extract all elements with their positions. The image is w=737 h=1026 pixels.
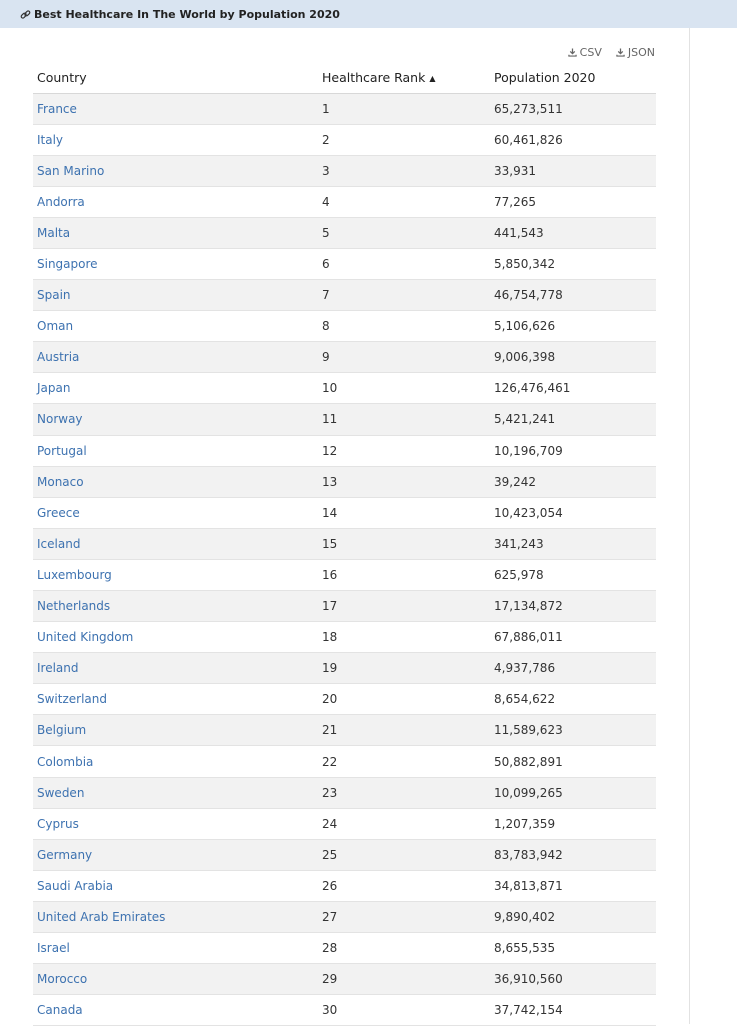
population-cell: 441,543 <box>490 217 656 248</box>
population-cell: 1,207,359 <box>490 808 656 839</box>
country-cell <box>33 591 318 622</box>
healthcare-table <box>33 62 656 1026</box>
population-cell: 126,476,461 <box>490 373 656 404</box>
country-cell <box>33 622 318 653</box>
table-row <box>33 715 656 746</box>
country-cell <box>33 715 318 746</box>
healthcare-rank-cell: 19 <box>318 653 490 684</box>
country-cell <box>33 217 318 248</box>
population-cell: 36,910,560 <box>490 964 656 995</box>
table-row <box>33 933 656 964</box>
country-cell <box>33 808 318 839</box>
healthcare-rank-cell: 15 <box>318 528 490 559</box>
country-cell <box>33 777 318 808</box>
table-row <box>33 901 656 932</box>
healthcare-rank-cell: 1 <box>318 93 490 124</box>
healthcare-rank-cell: 13 <box>318 466 490 497</box>
country-cell <box>33 280 318 311</box>
population-cell: 46,754,778 <box>490 280 656 311</box>
healthcare-rank-cell: 18 <box>318 622 490 653</box>
healthcare-rank-cell: 20 <box>318 684 490 715</box>
country-link[interactable]: France <box>37 101 77 116</box>
country-cell <box>33 155 318 186</box>
population-cell: 4,937,786 <box>490 653 656 684</box>
country-cell <box>33 124 318 155</box>
country-link[interactable]: Luxembourg <box>37 567 112 582</box>
table-row <box>33 684 656 715</box>
country-link[interactable]: Japan <box>37 381 71 396</box>
export-json-label: JSON <box>627 46 655 59</box>
country-cell <box>33 342 318 373</box>
country-link[interactable]: Spain <box>37 288 71 303</box>
country-link[interactable]: Italy <box>37 132 64 147</box>
healthcare-rank-cell: 14 <box>318 497 490 528</box>
country-cell <box>33 933 318 964</box>
healthcare-rank-cell: 26 <box>318 870 490 901</box>
healthcare-rank-cell: 30 <box>318 995 490 1026</box>
country-cell <box>33 466 318 497</box>
country-link[interactable]: Singapore <box>37 257 98 272</box>
population-cell: 39,242 <box>490 466 656 497</box>
population-cell: 77,265 <box>490 186 656 217</box>
country-cell <box>33 839 318 870</box>
table-row <box>33 964 656 995</box>
country-link[interactable]: Israel <box>37 941 70 956</box>
table-row <box>33 373 656 404</box>
column-header-population[interactable] <box>490 62 656 93</box>
country-link[interactable]: Monaco <box>37 474 84 489</box>
country-link[interactable]: Iceland <box>37 536 81 551</box>
healthcare-rank-cell: 9 <box>318 342 490 373</box>
population-cell: 11,589,623 <box>490 715 656 746</box>
table-body <box>33 93 656 1026</box>
country-link[interactable]: Ireland <box>37 661 79 676</box>
healthcare-rank-cell: 16 <box>318 559 490 590</box>
healthcare-rank-cell: 12 <box>318 435 490 466</box>
table-row <box>33 124 656 155</box>
link-icon[interactable] <box>20 9 31 20</box>
table-row <box>33 870 656 901</box>
population-cell: 9,006,398 <box>490 342 656 373</box>
country-link[interactable]: Malta <box>37 225 71 240</box>
population-cell: 83,783,942 <box>490 839 656 870</box>
population-cell: 50,882,891 <box>490 746 656 777</box>
table-row <box>33 155 656 186</box>
download-icon <box>616 48 625 57</box>
table-row <box>33 497 656 528</box>
healthcare-rank-cell: 25 <box>318 839 490 870</box>
population-cell: 60,461,826 <box>490 124 656 155</box>
population-cell: 5,850,342 <box>490 248 656 279</box>
country-cell <box>33 684 318 715</box>
healthcare-rank-cell: 10 <box>318 373 490 404</box>
country-link[interactable]: Canada <box>37 1003 83 1018</box>
table-row <box>33 995 656 1026</box>
population-cell: 34,813,871 <box>490 870 656 901</box>
table-row <box>33 839 656 870</box>
country-link[interactable]: Saudi Arabia <box>37 878 114 893</box>
healthcare-rank-cell: 24 <box>318 808 490 839</box>
table-row <box>33 404 656 435</box>
healthcare-rank-cell: 27 <box>318 901 490 932</box>
table-row <box>33 186 656 217</box>
healthcare-rank-cell: 11 <box>318 404 490 435</box>
healthcare-rank-cell: 28 <box>318 933 490 964</box>
table-row <box>33 746 656 777</box>
page-header <box>0 0 737 28</box>
export-json-link[interactable] <box>616 46 655 59</box>
country-link[interactable]: Austria <box>37 350 80 365</box>
country-link[interactable]: Colombia <box>37 754 94 769</box>
population-cell: 10,423,054 <box>490 497 656 528</box>
country-cell <box>33 653 318 684</box>
country-cell <box>33 746 318 777</box>
table-row <box>33 622 656 653</box>
table-row <box>33 466 656 497</box>
country-link[interactable]: San Marino <box>37 163 105 178</box>
population-cell: 5,106,626 <box>490 311 656 342</box>
export-bar <box>568 46 655 59</box>
population-cell: 65,273,511 <box>490 93 656 124</box>
country-link[interactable]: Norway <box>37 412 83 427</box>
country-link[interactable]: United Arab Emirates <box>37 909 166 924</box>
population-cell: 8,655,535 <box>490 933 656 964</box>
population-cell: 625,978 <box>490 559 656 590</box>
country-link[interactable]: Germany <box>37 847 93 862</box>
column-header-label: Country <box>37 69 87 85</box>
healthcare-rank-cell: 17 <box>318 591 490 622</box>
country-cell <box>33 497 318 528</box>
country-cell <box>33 964 318 995</box>
country-cell <box>33 995 318 1026</box>
column-header-healthcare-rank[interactable] <box>318 62 490 93</box>
country-cell <box>33 901 318 932</box>
country-cell <box>33 186 318 217</box>
country-link[interactable]: Cyprus <box>37 816 79 831</box>
column-header-label: Population 2020 <box>494 69 596 85</box>
table-row <box>33 342 656 373</box>
population-cell: 67,886,011 <box>490 622 656 653</box>
table-row <box>33 591 656 622</box>
country-link[interactable]: Belgium <box>37 723 87 738</box>
country-cell <box>33 528 318 559</box>
country-cell <box>33 404 318 435</box>
population-cell: 5,421,241 <box>490 404 656 435</box>
healthcare-rank-cell: 5 <box>318 217 490 248</box>
country-link[interactable]: United Kingdom <box>37 630 134 645</box>
table-row <box>33 217 656 248</box>
download-icon <box>568 48 577 57</box>
country-link[interactable]: Switzerland <box>37 692 107 707</box>
country-cell <box>33 870 318 901</box>
page-title: Best Healthcare In The World by Population 2020 <box>34 7 340 21</box>
sort-ascending-icon: ▲ <box>429 73 436 83</box>
country-cell <box>33 311 318 342</box>
healthcare-rank-cell: 3 <box>318 155 490 186</box>
country-cell <box>33 559 318 590</box>
healthcare-rank-cell: 8 <box>318 311 490 342</box>
table-row <box>33 311 656 342</box>
population-cell: 341,243 <box>490 528 656 559</box>
table-row <box>33 777 656 808</box>
country-link[interactable]: Netherlands <box>37 599 111 614</box>
healthcare-rank-cell: 7 <box>318 280 490 311</box>
healthcare-rank-cell: 4 <box>318 186 490 217</box>
healthcare-rank-cell: 2 <box>318 124 490 155</box>
country-link[interactable]: Sweden <box>37 785 85 800</box>
export-csv-label: CSV <box>579 46 602 59</box>
healthcare-rank-cell: 29 <box>318 964 490 995</box>
population-cell: 17,134,872 <box>490 591 656 622</box>
column-header-label: Healthcare Rank <box>322 69 426 85</box>
country-link[interactable]: Andorra <box>37 194 85 209</box>
population-cell: 33,931 <box>490 155 656 186</box>
population-cell: 10,196,709 <box>490 435 656 466</box>
country-link[interactable]: Greece <box>37 505 80 520</box>
population-cell: 10,099,265 <box>490 777 656 808</box>
table-row <box>33 653 656 684</box>
table-row <box>33 93 656 124</box>
table-row <box>33 435 656 466</box>
population-cell: 8,654,622 <box>490 684 656 715</box>
population-cell: 9,890,402 <box>490 901 656 932</box>
table-row <box>33 280 656 311</box>
table-row <box>33 808 656 839</box>
healthcare-rank-cell: 6 <box>318 248 490 279</box>
population-cell: 37,742,154 <box>490 995 656 1026</box>
healthcare-rank-cell: 21 <box>318 715 490 746</box>
country-cell <box>33 93 318 124</box>
table-row <box>33 559 656 590</box>
content-divider <box>689 28 690 1024</box>
healthcare-rank-cell: 22 <box>318 746 490 777</box>
table-header-row <box>33 62 656 93</box>
column-header-country[interactable] <box>33 62 318 93</box>
table-row <box>33 528 656 559</box>
country-link[interactable]: Morocco <box>37 972 88 987</box>
country-link[interactable]: Portugal <box>37 443 87 458</box>
country-link[interactable]: Oman <box>37 319 74 334</box>
country-cell <box>33 435 318 466</box>
export-csv-link[interactable] <box>568 46 602 59</box>
healthcare-rank-cell: 23 <box>318 777 490 808</box>
table-row <box>33 248 656 279</box>
country-cell <box>33 373 318 404</box>
country-cell <box>33 248 318 279</box>
